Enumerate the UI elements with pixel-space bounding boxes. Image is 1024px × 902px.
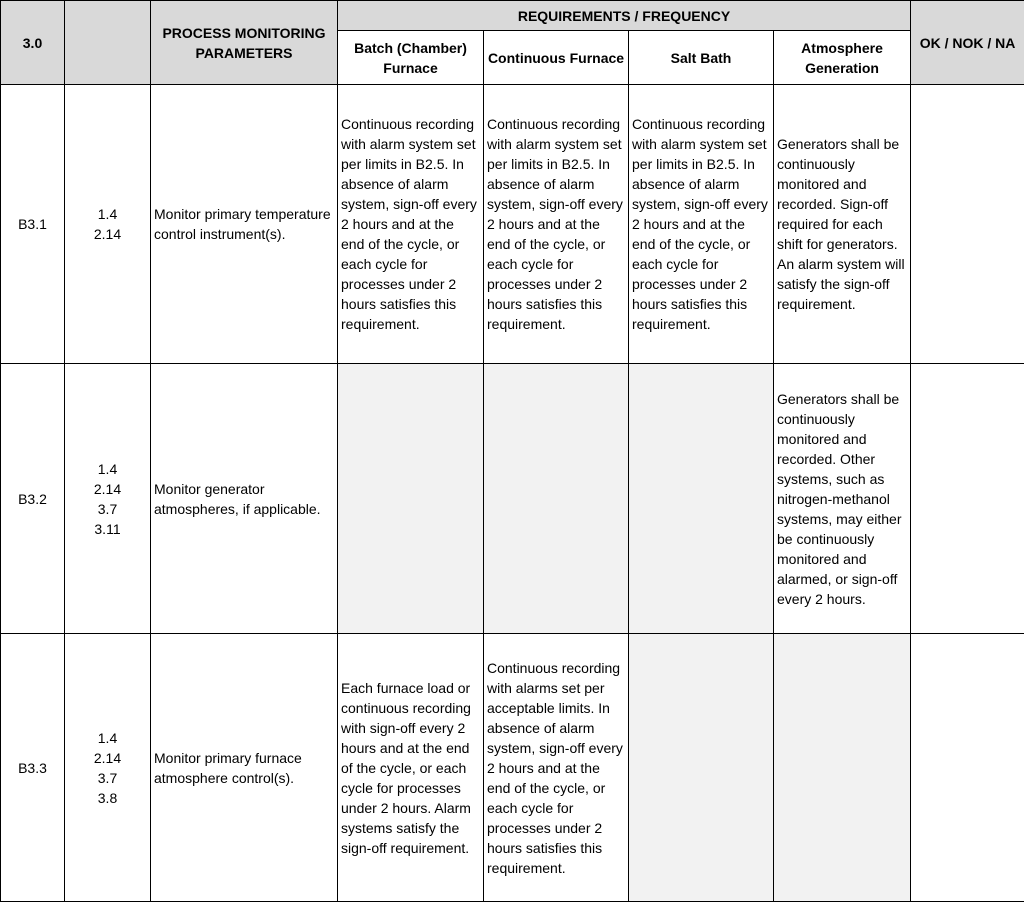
reference-value: 3.7 [65, 499, 150, 519]
salt-bath-requirement: Continuous recording with alarm system set per limits in B2.5. In absence of alarm system, sign-off every 2 hours and at the end of the cycle, or each cycle for processes under 2 hours satisfies this requirement. [629, 85, 774, 364]
row-references [65, 634, 151, 902]
atmosphere-requirement: Generators shall be continuously monitored and recorded. Other systems, such as nitrogen-methanol systems, may either be continuously monitored and alarmed, or sign-off every 2 hours. [774, 364, 911, 634]
row-id: B3.2 [1, 364, 65, 634]
reference-value: 3.8 [65, 788, 150, 808]
atmosphere-requirement: Generators shall be continuously monitored and recorded. Sign-off required for each shift for generators. An alarm system will satisfy the sign-off requirement. [774, 85, 911, 364]
row-parameter: Monitor generator atmospheres, if applicable. [151, 364, 338, 634]
continuous-furnace-header: Continuous Furnace [484, 31, 629, 85]
table-row [1, 634, 1024, 902]
row-references [65, 85, 151, 364]
batch-requirement [338, 364, 484, 634]
reference-value: 1.4 [65, 204, 150, 224]
reference-value: 2.14 [65, 479, 150, 499]
salt-bath-header: Salt Bath [629, 31, 774, 85]
ok-nok-na-entry[interactable] [911, 364, 1024, 634]
row-id: B3.1 [1, 85, 65, 364]
reference-header [65, 1, 151, 85]
ok-nok-na-header: OK / NOK / NA [911, 1, 1024, 85]
reference-value: 3.11 [65, 519, 150, 539]
atmosphere-requirement [774, 634, 911, 902]
continuous-requirement: Continuous recording with alarms set per acceptable limits. In absence of alarm system, sign-off every 2 hours and at the end of the cycle, or each cycle for processes under 2 hours satisfies this requirement. [484, 634, 629, 902]
atmosphere-generation-header: Atmosphere Generation [774, 31, 911, 85]
salt-bath-requirement [629, 364, 774, 634]
table-row [1, 85, 1024, 364]
row-parameter: Monitor primary furnace atmosphere control(s). [151, 634, 338, 902]
section-number-header: 3.0 [1, 1, 65, 85]
ok-nok-na-entry[interactable] [911, 85, 1024, 364]
ok-nok-na-entry[interactable] [911, 634, 1024, 902]
row-parameter: Monitor primary temperature control instrument(s). [151, 85, 338, 364]
row-references [65, 364, 151, 634]
reference-value: 3.7 [65, 768, 150, 788]
row-id: B3.3 [1, 634, 65, 902]
requirements-frequency-header: REQUIREMENTS / FREQUENCY [338, 1, 911, 31]
batch-requirement: Continuous recording with alarm system set per limits in B2.5. In absence of alarm system, sign-off every 2 hours and at the end of the cycle, or each cycle for processes under 2 hours satisfies this requirement. [338, 85, 484, 364]
continuous-requirement: Continuous recording with alarm system set per limits in B2.5. In absence of alarm system, sign-off every 2 hours and at the end of the cycle, or each cycle for processes under 2 hours satisfies this requirement. [484, 85, 629, 364]
reference-value: 2.14 [65, 224, 150, 244]
reference-value: 1.4 [65, 459, 150, 479]
table-row [1, 364, 1024, 634]
continuous-requirement [484, 364, 629, 634]
parameters-header: PROCESS MONITORING PARAMETERS [151, 1, 338, 85]
reference-value: 2.14 [65, 748, 150, 768]
batch-furnace-header: Batch (Chamber) Furnace [338, 31, 484, 85]
reference-value: 1.4 [65, 728, 150, 748]
batch-requirement: Each furnace load or continuous recording with sign-off every 2 hours and at the end of the cycle, or each cycle for processes under 2 hours. Alarm systems satisfy the sign-off requirement. [338, 634, 484, 902]
salt-bath-requirement [629, 634, 774, 902]
